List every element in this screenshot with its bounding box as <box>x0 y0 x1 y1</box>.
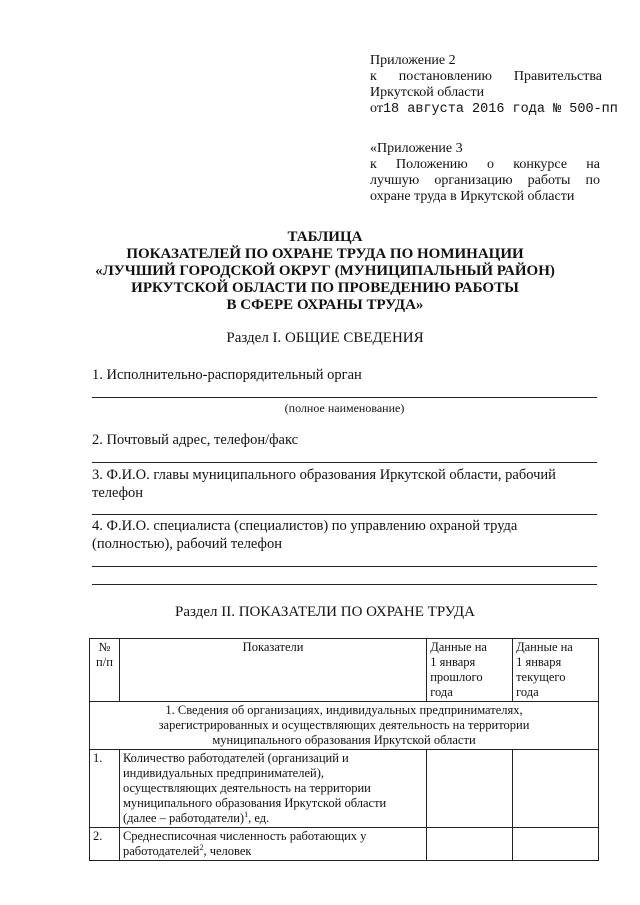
title-line: В СФЕРЕ ОХРАНЫ ТРУДА» <box>226 297 424 313</box>
footnote-mark: 2 <box>199 842 204 852</box>
attachment-date-prefix: от <box>370 101 383 116</box>
group-text: 1. Сведения об организациях, индивидуальных предпринимателях, <box>165 703 523 717</box>
attachment-line: охране труда в Иркутской области <box>370 189 575 204</box>
header-indicator: Показатели <box>119 639 426 702</box>
attachment-date: 18 августа 2016 года № 500-пп <box>382 102 618 117</box>
document-title <box>60 229 590 314</box>
row-text-part: , человек <box>203 844 252 858</box>
row-indicator <box>119 828 426 861</box>
attachment-line: «Приложение 3 <box>370 141 463 156</box>
attachment-line: лучшую организацию работы по <box>370 173 600 188</box>
row-text-part: (далее – работодатели) <box>122 811 245 825</box>
row-text: осуществляющих деятельность на территории <box>122 781 371 795</box>
section1-heading: Раздел I. ОБЩИЕ СВЕДЕНИЯ <box>226 330 424 346</box>
title-line: ИРКУТСКОЙ ОБЛАСТИ ПО ПРОВЕДЕНИЮ РАБОТЫ <box>131 280 519 296</box>
row-num: 1. <box>90 750 120 828</box>
row-text <box>123 844 423 859</box>
field-hint: (полное наименование) <box>284 401 405 415</box>
row-text: индивидуальных предпринимателей), <box>122 766 324 780</box>
header-num <box>90 639 120 702</box>
attachment-block <box>370 53 618 118</box>
row-indicator <box>119 750 426 828</box>
field-executive-body: 1. Исполнительно-распорядительный орган <box>92 367 362 383</box>
row-text <box>123 811 423 826</box>
header-text: Данные на <box>430 640 487 654</box>
header-text: года <box>430 685 453 699</box>
header-curr-year <box>513 639 599 702</box>
field-line: (полностью), рабочий телефон <box>92 536 282 552</box>
row-value-curr[interactable] <box>513 828 599 861</box>
field-postal-address: 2. Почтовый адрес, телефон/факс <box>92 432 299 448</box>
row-text-part: , ед. <box>248 811 270 825</box>
group-text: зарегистрированных и осуществляющих деятельность на территории <box>158 718 530 732</box>
footnote-mark: 1 <box>244 809 249 819</box>
row-value-curr[interactable] <box>513 750 599 828</box>
title-line: ПОКАЗАТЕЛЕЙ ПО ОХРАНЕ ТРУДА ПО НОМИНАЦИИ <box>126 246 524 262</box>
header-text: 1 января <box>430 655 476 669</box>
indicators-table <box>89 638 599 861</box>
header-text: текущего <box>516 670 566 684</box>
group-heading <box>90 702 599 750</box>
header-text: 1 января <box>516 655 562 669</box>
fill-line <box>92 514 597 515</box>
row-value-prev[interactable] <box>427 750 513 828</box>
header-text: года <box>516 685 539 699</box>
row-text: Количество работодателей (организаций и <box>122 751 349 765</box>
header-text: прошлого <box>430 670 483 684</box>
table-group-row <box>90 702 599 750</box>
fill-line <box>92 397 597 398</box>
field-head-name <box>92 466 597 502</box>
row-text: муниципального образования Иркутской области <box>122 796 387 810</box>
row-num: 2. <box>90 828 120 861</box>
field-line: 4. Ф.И.О. специалиста (специалистов) по управлению охраной труда <box>92 518 518 534</box>
row-value-prev[interactable] <box>427 828 513 861</box>
attachment-line: к Положению о конкурсе на <box>370 157 600 172</box>
row-text: Среднесписочная численность работающих у <box>122 829 367 843</box>
attachment-line: к постановлению Правительства <box>370 69 602 84</box>
header-prev-year <box>427 639 513 702</box>
field-line: 3. Ф.И.О. главы муниципального образования Иркутской области, рабочий <box>92 467 556 483</box>
field-specialist-name <box>92 517 597 553</box>
table-header-row <box>90 639 599 702</box>
fill-line <box>92 584 597 585</box>
fill-line <box>92 566 597 567</box>
attachment-line: Приложение 2 <box>370 53 456 68</box>
row-text-part: работодателей <box>122 844 200 858</box>
title-line: «ЛУЧШИЙ ГОРОДСКОЙ ОКРУГ (МУНИЦИПАЛЬНЫЙ РАЙОН) <box>95 263 555 279</box>
attachment-line: Иркутской области <box>370 85 485 100</box>
header-text: № <box>98 640 111 654</box>
section2-heading: Раздел II. ПОКАЗАТЕЛИ ПО ОХРАНЕ ТРУДА <box>175 604 475 620</box>
table-row <box>90 828 599 861</box>
field-line: телефон <box>92 485 144 501</box>
title-line: ТАБЛИЦА <box>287 229 363 245</box>
table-row <box>90 750 599 828</box>
attachment-block-2 <box>370 141 600 205</box>
group-text: муниципального образования Иркутской области <box>212 733 476 747</box>
fill-line <box>92 462 597 463</box>
header-text: п/п <box>96 655 113 669</box>
attachment-date-line <box>370 101 618 118</box>
header-text: Данные на <box>516 640 573 654</box>
